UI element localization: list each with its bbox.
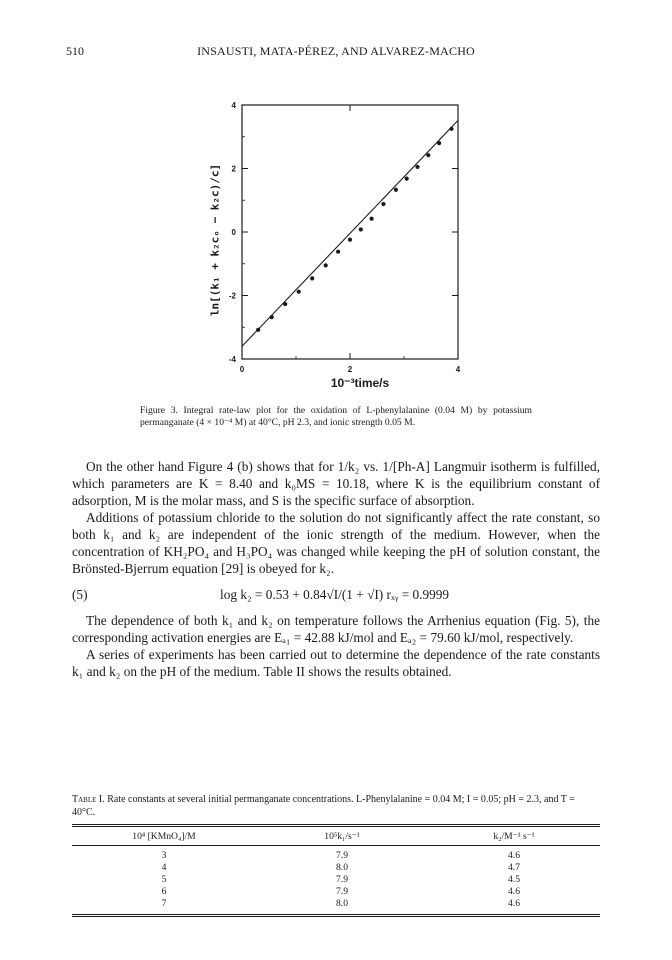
- data-point: [370, 217, 374, 221]
- page-number: 510: [66, 44, 84, 58]
- table-header-cell: k₂/M⁻¹ s⁻¹: [493, 831, 535, 842]
- table-row: [72, 898, 600, 916]
- data-point: [405, 177, 409, 181]
- data-point: [426, 153, 430, 157]
- table-cell: 4.7: [508, 862, 520, 873]
- data-point: [256, 328, 260, 332]
- paragraph-2: Additions of potassium chloride to the solution do not significantly affect the rate constant, so both k₁ and k₂ are independent of the ionic strength of the medium. However, when the concentration of KH₂PO₄ and H₃PO₄ was changed while keeping the pH of solution constant, the Brönsted-Bjerrum equation [29] is obeyed for k₂.: [72, 510, 600, 576]
- fit-line: [242, 106, 472, 346]
- table-row: [72, 874, 600, 886]
- y-tick-label: 2: [231, 164, 236, 174]
- table-cell: 4.6: [508, 850, 520, 861]
- rate-constants-table: [72, 824, 600, 917]
- data-point: [283, 302, 287, 306]
- data-point: [297, 290, 301, 294]
- data-point: [270, 315, 274, 319]
- table-row: [72, 886, 600, 898]
- data-point: [348, 238, 352, 242]
- running-head: [66, 44, 606, 60]
- body-text: [72, 458, 600, 680]
- data-point: [449, 127, 453, 131]
- y-tick-label: -4: [228, 355, 236, 364]
- data-point: [359, 227, 363, 231]
- equation-number: (5): [72, 587, 88, 602]
- equation-body: log k₂ = 0.53 + 0.84√I/(1 + √I) rₓᵧ = 0.9999: [220, 587, 450, 602]
- table-cell: 4: [161, 862, 167, 873]
- table-cell: 8.0: [336, 862, 348, 873]
- table-cell: 4.5: [508, 874, 520, 885]
- data-point: [381, 202, 385, 206]
- table-cell: 5: [161, 874, 167, 885]
- y-tick-label: -2: [228, 291, 236, 301]
- table-header-cell: 10⁵k₁/s⁻¹: [324, 831, 360, 842]
- figure-caption: Figure 3. Integral rate-law plot for the oxidation of L-phenylalanine (0.04 M) by potassium permanganate (4 × 10⁻⁴ M) at 40°C, pH 2.3, and ionic strength 0.05 M.: [140, 405, 532, 428]
- data-point: [336, 250, 340, 254]
- table-row: [72, 862, 600, 874]
- table-cell: 6: [161, 886, 167, 897]
- table-cell: 7.9: [336, 850, 348, 861]
- x-tick-label: 2: [347, 365, 353, 374]
- x-axis-label: 10⁻³time/s: [330, 376, 390, 390]
- x-tick-label: 4: [455, 365, 461, 374]
- paragraph-4: A series of experiments has been carried out to determine the dependence of the rate constants k₁ and k₂ on the pH of the medium. Table II shows the results obtained.: [72, 647, 600, 679]
- table-cell: 8.0: [256, 898, 428, 916]
- table-cell: 4.6: [428, 898, 600, 916]
- table-header-cell: 10⁴ [KMnO₄]/M: [132, 831, 196, 842]
- table-cell: 3: [161, 850, 167, 861]
- paragraph-1: On the other hand Figure 4 (b) shows that for 1/k₂ vs. 1/[Ph-A] Langmuir isotherm is fulfilled, which parameters are K = 8.40 and k₀MS = 10.18, where K is the equilibrium constant of adsorption, M is the molar mass, and S is the specific surface of absorption.: [72, 459, 600, 508]
- x-tick-label: 0: [239, 365, 245, 374]
- data-point: [394, 188, 398, 192]
- table-cell: 4.6: [508, 886, 520, 897]
- data-point: [310, 276, 314, 280]
- data-point: [437, 141, 441, 145]
- table-header-row: [72, 826, 600, 846]
- table-cell: 7.9: [336, 886, 348, 897]
- data-point: [415, 165, 419, 169]
- plot-frame: [242, 105, 458, 359]
- table-row: [72, 846, 600, 863]
- figure-3: [150, 92, 520, 402]
- y-axis-label-wrap: [204, 160, 226, 320]
- table-cell: 7.9: [336, 874, 348, 885]
- data-point: [324, 263, 328, 267]
- equation-5: [72, 580, 600, 610]
- y-tick-label: 4: [231, 101, 236, 110]
- running-title: INSAUSTI, MATA-PÉREZ, AND ALVAREZ-MACHO: [197, 44, 475, 58]
- table-label: Table I.: [72, 794, 105, 805]
- y-tick-label: 0: [231, 228, 236, 237]
- table-cell: 7: [72, 898, 256, 916]
- table-caption: [72, 793, 600, 819]
- y-axis-label: ln[(k₁ + k₂cₒ − k₂c)/c]: [208, 163, 222, 317]
- table-caption-text: Rate constants at several initial permanganate concentrations. L-Phenylalanine = 0.04 M; I = 0.05; pH = 2.3, and T = 40°C.: [72, 794, 575, 818]
- paragraph-3: The dependence of both k₁ and k₂ on temperature follows the Arrhenius equation (Fig. 5), the corresponding activation energies are Eₐ₁ = 42.88 kJ/mol and Eₐ₂ = 79.60 kJ/mol, respectively.: [72, 613, 600, 645]
